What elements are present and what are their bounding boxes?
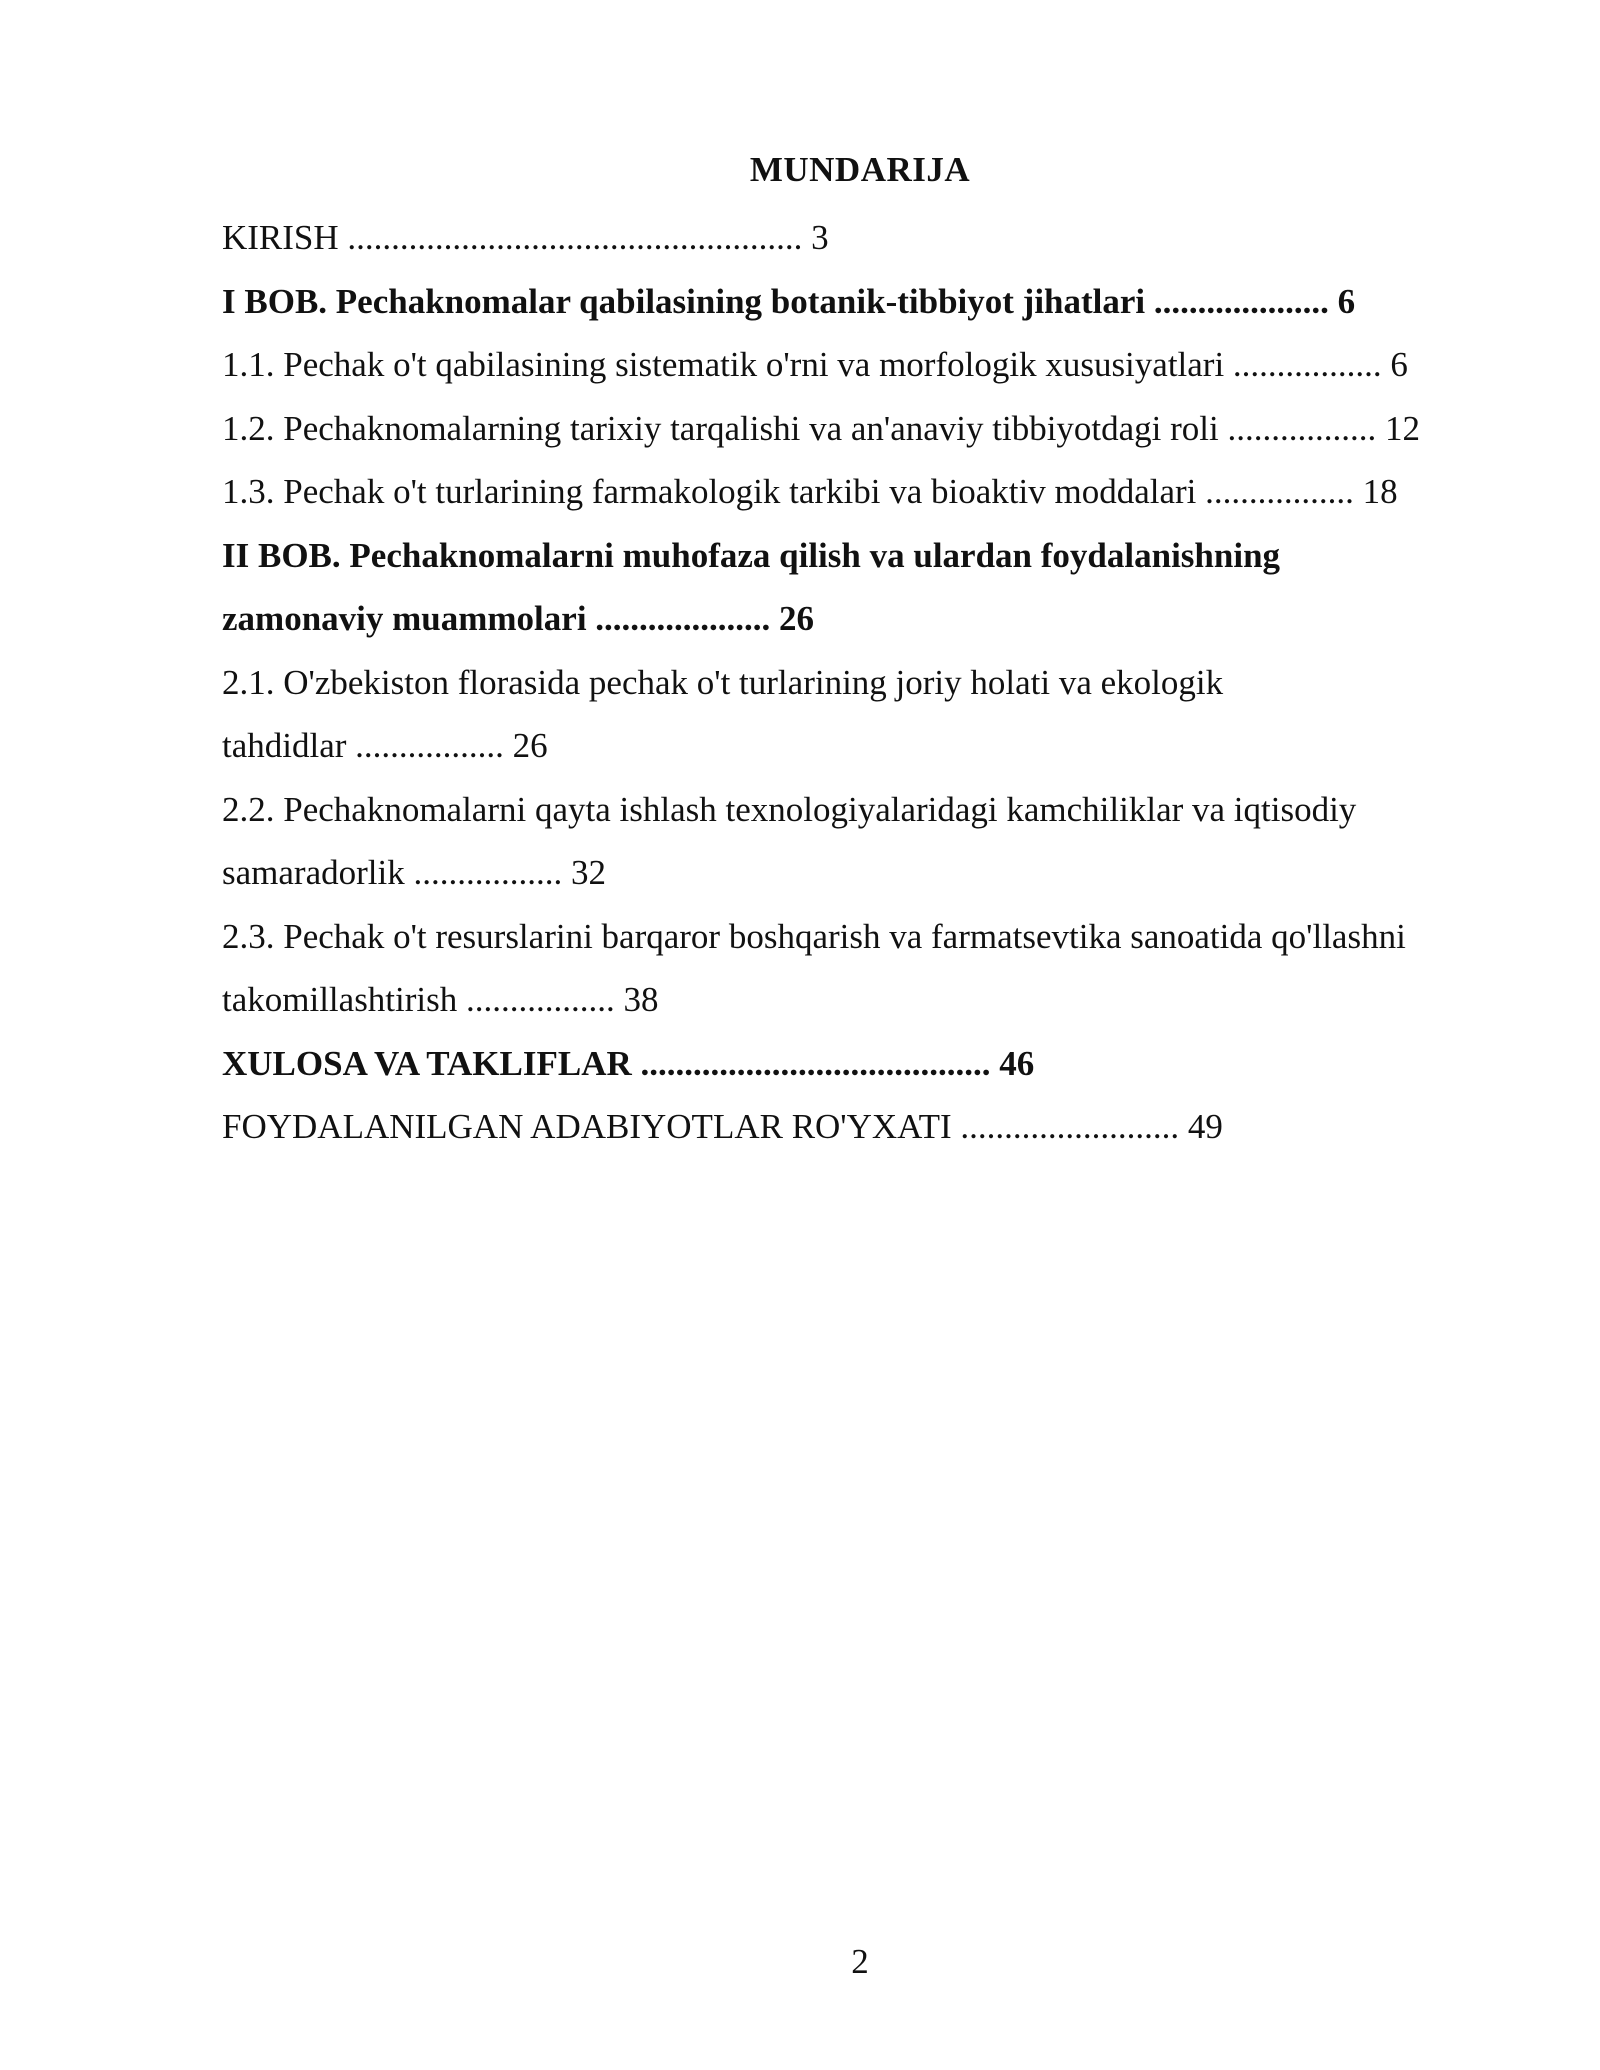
toc-entry-2-2-line-2: samaradorlik ................. 32 — [222, 853, 606, 892]
toc-entry-1-2: 1.2. Pechaknomalarning tarixiy tarqalishi va an'anaviy tibbiyotdagi roli ................. 12 — [222, 408, 1420, 448]
toc-entry-2-1-line-1: 2.1. O'zbekiston florasida pechak o't turlarining joriy holati va ekologik — [222, 662, 1224, 702]
toc-entry-2-2-line-1: 2.2. Pechaknomalarni qayta ishlash texnologiyalaridagi kamchiliklar va iqtisodiy — [222, 789, 1357, 829]
toc-entry-kirish: KIRISH .................................................... 3 — [222, 218, 829, 257]
toc-chapter-1-heading: I BOB. Pechaknomalar qabilasining botanik-tibbiyot jihatlari .................... 6 — [222, 281, 1356, 321]
toc-entry-2-1-line-2: tahdidlar ................. 26 — [222, 726, 548, 765]
toc-entry-conclusions: XULOSA VA TAKLIFLAR ........................................ 46 — [222, 1043, 1035, 1083]
toc-entry-1-1: 1.1. Pechak o't qabilasining sistematik o'rni va morfologik xususiyatlari ................. 6 — [222, 345, 1408, 384]
toc-title: MUNDARIJA — [749, 150, 971, 189]
toc-chapter-2-heading-line-1: II BOB. Pechaknomalarni muhofaza qilish va ulardan foydalanishning — [222, 535, 1281, 575]
toc-entry-2-3-line-1: 2.3. Pechak o't resurslarini barqaror boshqarish va farmatsevtika sanoatida qo'llashni — [222, 916, 1406, 956]
toc-entry-references: FOYDALANILGAN ADABIYOTLAR RO'YXATI ......................... 49 — [222, 1107, 1223, 1146]
toc-entry-1-3: 1.3. Pechak o't turlarining farmakologik tarkibi va bioaktiv moddalari ................. 18 — [222, 472, 1398, 511]
toc-entry-2-3-line-2: takomillashtirish ................. 38 — [222, 980, 659, 1019]
table-of-contents — [222, 206, 1482, 1159]
page-number: 2 — [851, 1942, 869, 1981]
toc-chapter-2-heading-line-2: zamonaviy muammolari .................... 26 — [222, 599, 815, 638]
